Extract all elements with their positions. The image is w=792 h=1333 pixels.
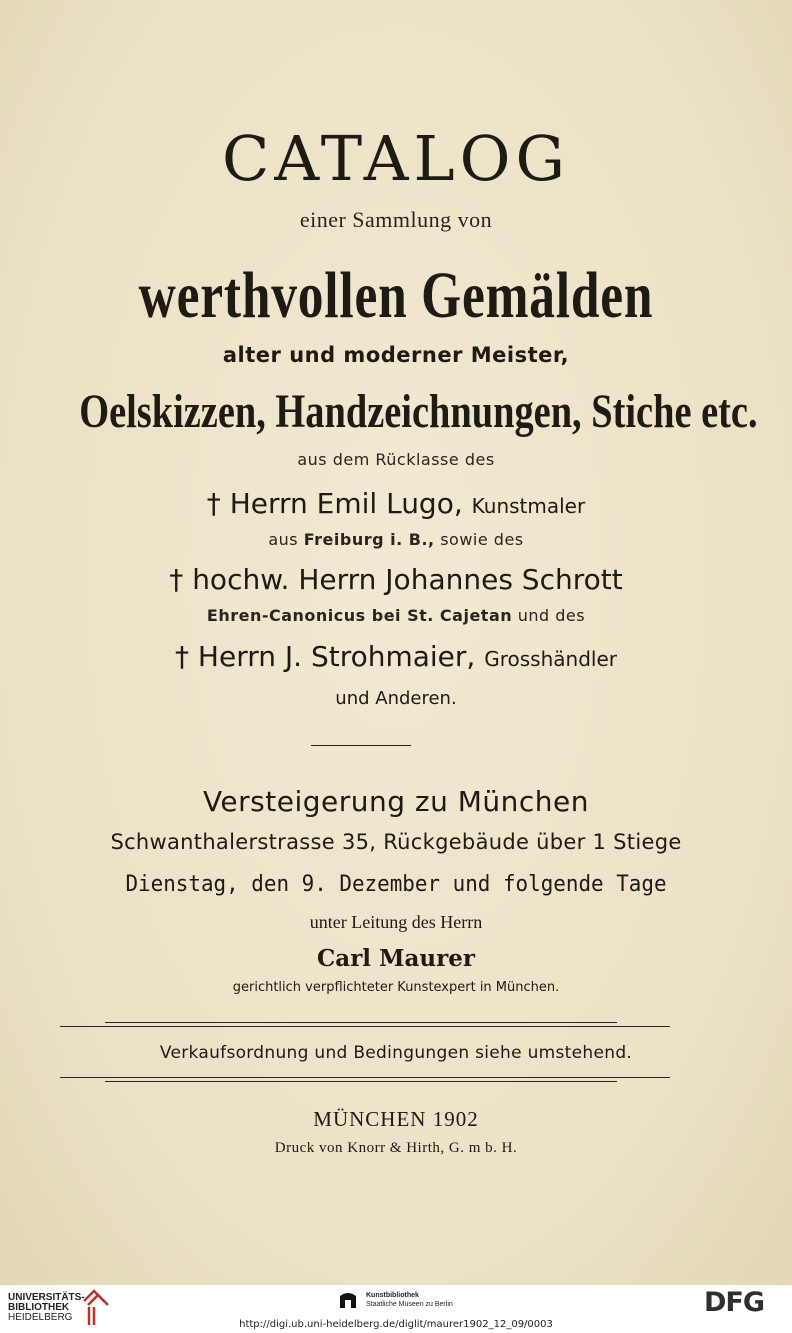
divider-bottom-inner (105, 1081, 617, 1082)
divider-bottom-outer (60, 1077, 670, 1078)
person-role: Grosshändler (484, 647, 617, 671)
person-role: Kunstmaler (471, 494, 586, 518)
origin-place: Freiburg i. B., (303, 530, 435, 549)
auctioneer-title: gerichtlich verpflichteter Kunstexpert in München. (232, 980, 560, 995)
others-line: und Anderen. (335, 688, 457, 709)
dagger-icon: † (169, 563, 184, 596)
footer-bar (0, 1285, 792, 1333)
kb-line2: Staatliche Museen zu Berlin (366, 1301, 453, 1308)
dfg-logo[interactable]: DFG (704, 1287, 765, 1318)
origin-suffix: sowie des (440, 530, 524, 549)
canon-suffix: und des (517, 606, 586, 625)
auction-heading: Versteigerung zu München (202, 785, 590, 818)
divider-short (311, 745, 411, 746)
person-strohmaier (0, 640, 792, 673)
works-title: Oelskizzen, Handzeichnungen, Stiche etc. (79, 385, 758, 438)
terms-line: Verkaufsordnung und Bedingungen siehe umstehend. (159, 1043, 633, 1063)
auction-direction: unter Leitung des Herrn (309, 912, 483, 932)
auctioneer-name: Carl Maurer (316, 945, 476, 972)
collection-subtitle: einer Sammlung von (299, 207, 493, 232)
dagger-icon: † (206, 487, 221, 520)
auction-date: Dienstag, den 9. Dezember und folgende Tage (125, 872, 667, 897)
person-name: hochw. Herrn Johannes Schrott (192, 563, 623, 596)
kb-line1: Kunstbibliothek (366, 1292, 419, 1299)
divider-top-inner (105, 1022, 617, 1023)
person-schrott (0, 563, 792, 596)
ub-line1: UNIVERSITÄTS- (8, 1292, 85, 1303)
person-name: Herrn Emil Lugo, (229, 487, 463, 520)
catalog-title: CATALOG (221, 122, 571, 195)
ub-line2: BIBLIOTHEK (8, 1302, 70, 1313)
estate-intro: aus dem Rücklasse des (297, 450, 495, 469)
person-name: Herrn J. Strohmaier, (197, 640, 476, 673)
dagger-icon: † (175, 640, 190, 673)
permalink-url[interactable]: http://digi.ub.uni-heidelberg.de/diglit/maurer1902_12_09/0003 (239, 1319, 553, 1330)
kunstbibliothek-label[interactable] (366, 1291, 453, 1309)
masters-line: alter und moderner Meister, (222, 343, 570, 367)
imprint-city: MÜNCHEN 1902 (313, 1107, 479, 1131)
canon-title: Ehren-Canonicus bei St. Cajetan (206, 606, 513, 625)
ub-line3: HEIDELBERG (8, 1312, 73, 1323)
lugo-origin (0, 530, 792, 549)
main-title: werthvollen Gemälden (138, 259, 654, 332)
person-lugo (0, 487, 792, 520)
schrott-title (0, 606, 792, 625)
origin-prefix: aus (268, 530, 299, 549)
divider-top-outer (60, 1026, 670, 1027)
auction-address: Schwanthalerstrasse 35, Rückgebäude über 1 Stiege (110, 830, 682, 854)
kunstbibliothek-mark-icon (336, 1288, 360, 1312)
printer-line: Druck von Knorr & Hirth, G. m b. H. (274, 1140, 518, 1156)
